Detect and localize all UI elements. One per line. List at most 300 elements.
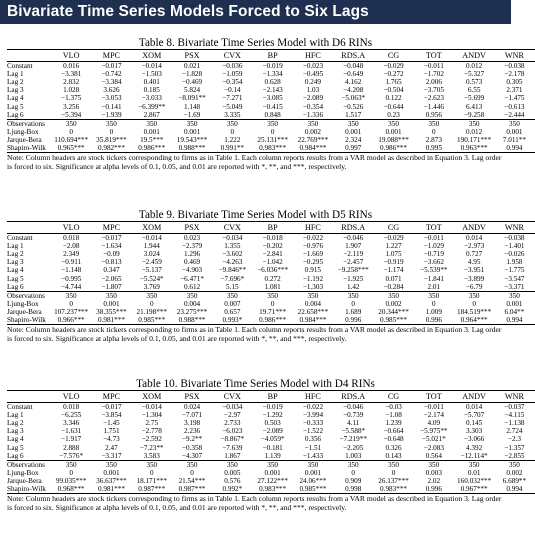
table-cell: 350	[51, 291, 91, 300]
table-row	[7, 283, 535, 292]
column-header: HFC	[293, 391, 333, 403]
table-cell: 0	[69, 127, 73, 136]
table-cell: 350	[293, 460, 333, 469]
table-cell: 0.024	[183, 403, 201, 412]
table-cell: 0	[391, 468, 396, 477]
table-cell: −4.307	[181, 451, 203, 460]
table-cell: 18.171***	[136, 476, 168, 485]
table-cell: −0.504	[383, 86, 404, 95]
table-cell: 350	[91, 291, 131, 300]
table-cell: 1.765	[385, 78, 402, 87]
table-cell: −7.696*	[220, 274, 245, 283]
table-cell: 0.001	[103, 468, 120, 477]
row-label: Lag 1	[7, 70, 24, 79]
table-cell: 0.012	[466, 62, 483, 71]
table-cell: −2.623	[423, 94, 444, 103]
table-cell: 1.867	[224, 451, 241, 460]
column-header: CVX	[212, 222, 252, 234]
table-cell: −4.115	[504, 411, 525, 420]
table-cell: 0.005	[224, 468, 241, 477]
table-cell: 5.824	[183, 86, 201, 95]
table-cell: 19.5***	[140, 135, 164, 144]
table-cell: 0.143	[385, 451, 402, 460]
table-cell: 350	[91, 119, 131, 128]
table-cell: −0.141	[101, 102, 122, 111]
table-cell: −2.089	[262, 427, 283, 436]
table-cell: −3.381	[61, 70, 82, 79]
table-cell: 6.55	[467, 86, 481, 95]
table-cell: −3.371	[504, 282, 525, 291]
column-header: HFC	[293, 50, 333, 62]
table-cell: 20.344***	[378, 307, 409, 316]
table-cell: −2.119	[343, 250, 364, 259]
table-cell: 1.148	[183, 102, 201, 111]
table-cell: 350	[454, 291, 494, 300]
table-cell: −4.744	[61, 282, 82, 291]
table-cell: 0	[149, 468, 154, 477]
column-header: PSX	[172, 50, 212, 62]
table-cell: 0	[270, 127, 275, 136]
table-row	[7, 419, 535, 427]
table-cell: 107.237***	[54, 307, 89, 316]
table-cell: 0.071	[385, 274, 402, 283]
table-cell: 0.249	[304, 78, 322, 87]
table-row	[7, 128, 535, 136]
table-cell: 0.573	[466, 78, 483, 87]
table-cell: 350	[252, 119, 292, 128]
table-cell: 1.296	[183, 250, 201, 259]
table-cell: 350	[494, 119, 534, 128]
header-row	[7, 50, 535, 62]
table-cell: 0	[432, 299, 436, 308]
table-cell: −0.014	[141, 234, 162, 243]
table-cell: 19.543***	[176, 135, 208, 144]
table-cell: −9.2**	[181, 435, 203, 444]
table-cell: −5.975**	[420, 427, 448, 436]
table-cell: 0.983***	[373, 485, 413, 494]
table-cell: −0.354	[302, 102, 324, 111]
row-label: Lag 6	[7, 451, 24, 460]
table-row	[7, 435, 535, 443]
table-cell: 0.981***	[91, 485, 131, 494]
table-row	[7, 300, 535, 308]
table-cell: 350	[51, 119, 91, 128]
table-cell: 0.356	[304, 435, 322, 444]
table-cell: −1.917	[61, 435, 82, 444]
table-cell: −4.73	[103, 435, 120, 444]
table-cell: 0.966***	[51, 316, 91, 325]
column-header: WNR	[494, 391, 534, 403]
table-cell: −0.026	[504, 250, 525, 259]
table-cell: −0.284	[383, 282, 404, 291]
table-cell: 27.122***	[257, 476, 288, 485]
table-cell: 2.867	[143, 110, 160, 119]
table-cell: 0.988***	[172, 316, 212, 325]
table-cell: −1.304	[141, 411, 162, 420]
table-cell: −2.973	[464, 242, 485, 251]
table-cell: 0.965***	[51, 144, 91, 153]
table-cell: −12.114*	[460, 451, 488, 460]
table-row	[7, 274, 535, 282]
table-cell: −5.327	[464, 70, 485, 79]
table-row	[7, 469, 535, 477]
table-row	[7, 62, 535, 71]
table-cell: −2.855	[504, 451, 525, 460]
table-cell: −1.45	[103, 419, 120, 428]
table-cell: 0.985***	[132, 316, 172, 325]
table-cell: 1.222	[224, 135, 241, 144]
table-cell: 1.028	[63, 86, 80, 95]
table-cell: −0.034	[222, 403, 243, 412]
table-cell: −0.919	[383, 258, 404, 267]
table-row	[7, 136, 535, 144]
table-cell: 0.001	[506, 299, 523, 308]
table-cell: −3.705	[423, 86, 444, 95]
table-cell: 0.996	[414, 316, 454, 325]
table-cell: 4.162	[345, 78, 362, 87]
table-cell: −0.029	[383, 62, 404, 71]
table-row	[7, 460, 535, 469]
table-cell: 0.987***	[172, 485, 212, 494]
table-cell: 0.909	[345, 476, 362, 485]
table-cell: −0.014	[141, 403, 162, 412]
column-header: CG	[373, 222, 413, 234]
column-header: TOT	[414, 391, 454, 403]
table-cell: 0.004	[183, 299, 201, 308]
table-cell: 22.769***	[297, 135, 329, 144]
row-label: Lag 4	[7, 94, 24, 103]
table-cell: −0.664	[383, 427, 404, 436]
table-cell: −1.631	[61, 427, 82, 436]
row-label: Lag 6	[7, 110, 24, 119]
table-cell: 2.371	[506, 86, 523, 95]
table-cell: −2.778	[141, 427, 162, 436]
table-cell: 19.088***	[378, 135, 409, 144]
table-cell: 21.54***	[178, 476, 206, 485]
table-cell: −5.699	[464, 94, 485, 103]
table-cell: 0.014	[466, 403, 483, 412]
row-label: Jarque-Bera	[7, 476, 42, 485]
table-cell: 25.131***	[257, 135, 288, 144]
table-cell: 0	[69, 468, 73, 477]
table-cell: 0.326	[385, 443, 402, 452]
table-cell: 2.873	[425, 135, 442, 144]
table-cell: −2.08	[62, 242, 80, 251]
column-header: HFC	[293, 222, 333, 234]
table-cell: −1.828	[181, 70, 203, 79]
table-cell: 38.355***	[96, 307, 127, 316]
row-label: Ljung-Box	[7, 127, 39, 136]
table-cell: −0.742	[101, 70, 122, 79]
table-cell: −2.379	[181, 242, 203, 251]
row-label: Constant	[7, 62, 33, 71]
table-cell: 2.01	[427, 282, 441, 291]
column-header: BP	[252, 222, 292, 234]
table-cell: 0.145	[466, 419, 483, 428]
table-row	[7, 144, 535, 153]
table-title: Table 9. Bivariate Time Series Model with D5 RINs	[138, 209, 373, 221]
table-cell: 7.011**	[502, 135, 526, 144]
table-cell: −2.459	[141, 258, 162, 267]
table-cell: 0.915	[304, 266, 322, 275]
table-cell: 2.75	[145, 419, 159, 428]
table-cell: 0.003	[425, 468, 442, 477]
table-cell: −1.375	[61, 94, 82, 103]
table-cell: 0.985***	[373, 316, 413, 325]
row-label: Jarque-Bera	[7, 135, 42, 144]
table-cell: 0.994	[494, 316, 534, 325]
table-cell: 350	[172, 460, 212, 469]
table-cell: 350	[293, 119, 333, 128]
table-cell: 0.001	[345, 127, 362, 136]
table-title: Table 10. Bivariate Time Series Model with D4 RINs	[136, 378, 375, 390]
table-note: Note: Column headers are stock tickers corresponding to firms as in Table 1. Each column reports results from a VAR model as described in Equation 3. Lag order is forced to six. Significance at alpha levels of 0.1, 0.05, and 0.01 are reported with *, **, and ***, respectively.	[7, 325, 502, 344]
column-header: XOM	[132, 222, 172, 234]
row-label: Shapiro-Wilk	[7, 485, 51, 494]
table-cell: 4.11	[347, 419, 360, 428]
table-cell: 0.23	[387, 110, 400, 119]
table-cell: 0.963***	[454, 144, 494, 153]
table-cell: 350	[414, 291, 454, 300]
table-cell: 1.958	[506, 258, 523, 267]
table-cell: −1.433	[302, 451, 324, 460]
table-cell: −3.854	[101, 411, 122, 420]
table-cell: −1.69	[183, 110, 201, 119]
table-cell: 23.275***	[176, 307, 208, 316]
table-cell: 3.346	[63, 419, 80, 428]
table-cell: 0	[432, 127, 436, 136]
results-table	[7, 221, 535, 325]
table-row	[7, 427, 535, 435]
table-cell: 0.347	[103, 266, 120, 275]
table-cell: −1.042	[262, 258, 283, 267]
table-cell: 0.996	[333, 316, 373, 325]
table-cell: −0.029	[383, 234, 404, 243]
table-cell: −2.083	[423, 443, 444, 452]
table-cell: −1.51	[304, 443, 322, 452]
column-header: MPC	[91, 222, 131, 234]
table-cell: −2.143	[262, 86, 283, 95]
table-cell: 350	[494, 291, 534, 300]
table-cell: 350	[132, 291, 172, 300]
table-row	[7, 477, 535, 485]
table-cell: −3.066	[464, 435, 485, 444]
table-cell: 3.335	[224, 110, 241, 119]
table-cell: 3.024	[143, 250, 160, 259]
table-cell: 350	[212, 460, 252, 469]
table-cell: 0.001	[143, 127, 160, 136]
table-cell: 0.021	[183, 62, 201, 71]
table-cell: −4.208	[343, 86, 364, 95]
table-cell: −0.526	[343, 102, 364, 111]
table-cell: 350	[333, 119, 373, 128]
table-cell: 2.724	[506, 427, 523, 436]
table-cell: −0.038	[504, 62, 525, 71]
table-row	[7, 102, 535, 110]
table-cell: 0.998	[333, 485, 373, 494]
row-label: Lag 4	[7, 435, 24, 444]
table-cell: 0.986***	[132, 144, 172, 153]
table-row	[7, 291, 535, 300]
table-cell: 0.985***	[293, 485, 333, 494]
table-cell: 0.987***	[132, 485, 172, 494]
table-cell: 350	[454, 460, 494, 469]
table-row	[7, 411, 535, 419]
table-cell: −0.813	[101, 258, 122, 267]
table-cell: −3.662	[423, 258, 444, 267]
row-label: Jarque-Bera	[7, 307, 42, 316]
row-label: Lag 4	[7, 266, 24, 275]
page-title: Bivariate Time Series Models Forced to Six Lags	[7, 3, 369, 20]
table-cell: 0.994	[494, 485, 534, 494]
table-cell: −1.192	[302, 274, 324, 283]
table-cell: 1.239	[385, 419, 402, 428]
table-cell: −4.059*	[260, 435, 285, 444]
column-header: MPC	[91, 391, 131, 403]
row-label: Lag 1	[7, 242, 24, 251]
table-cell: −9.846**	[218, 266, 247, 275]
table-cell: 0.995	[414, 144, 454, 153]
row-label: Lag 5	[7, 102, 24, 111]
table-cell: 0.848	[264, 110, 281, 119]
table-cell: −0.011	[423, 403, 444, 412]
table-cell: −3.547	[504, 274, 525, 283]
table-cell: −0.011	[423, 62, 444, 71]
table-cell: −1.292	[262, 411, 283, 420]
table-cell: 3.626	[103, 86, 120, 95]
table-cell: 0.564	[425, 451, 442, 460]
table-cell: 1.081	[264, 282, 281, 291]
table-cell: 3.256	[63, 102, 80, 111]
column-header: CVX	[212, 50, 252, 62]
table-cell: 0.401	[143, 78, 160, 87]
table-cell: 1.227	[385, 242, 402, 251]
table-cell: 0.004	[304, 299, 322, 308]
table-cell: 0.988***	[172, 144, 212, 153]
table-cell: 350	[132, 460, 172, 469]
table-cell: −7.23**	[139, 443, 164, 452]
table-cell: 4.392	[466, 443, 483, 452]
table-cell: 2.006	[425, 78, 442, 87]
table-cell: 2.236	[183, 427, 201, 436]
table-cell: 0.981***	[91, 316, 131, 325]
row-label: Lag 6	[7, 282, 24, 291]
table-cell: −1.807	[101, 282, 122, 291]
row-label: Lag 3	[7, 86, 24, 95]
table-cell: 0.018	[63, 403, 80, 412]
table-cell: −1.925	[343, 274, 364, 283]
column-header: MPC	[91, 50, 131, 62]
table-row	[7, 78, 535, 86]
table-cell: −0.036	[222, 62, 243, 71]
table-cell: 0.01	[467, 468, 481, 477]
table-cell: −1.174	[383, 266, 404, 275]
table-cell: 0.657	[224, 307, 241, 316]
table-cell: −5.063*	[341, 94, 366, 103]
table-cell: −0.014	[141, 62, 162, 71]
table-cell: 0	[149, 299, 154, 308]
table-cell: −0.202	[262, 242, 283, 251]
table-cell: 0.983***	[252, 485, 292, 494]
table-cell: 0.001	[183, 127, 201, 136]
table-row	[7, 70, 535, 78]
table-cell: 0.007	[224, 299, 241, 308]
table-cell: −1.446	[423, 102, 444, 111]
table-cell: 6.04**	[504, 307, 525, 316]
table-cell: −3.085	[262, 94, 283, 103]
table-cell: −5.588*	[341, 427, 366, 436]
row-label: Observations	[7, 291, 51, 300]
table-cell: −0.644	[383, 102, 404, 111]
column-header: XOM	[132, 50, 172, 62]
table-cell: 0	[351, 299, 356, 308]
table-cell: −0.995	[61, 274, 82, 283]
row-label: Lag 3	[7, 258, 24, 267]
table-cell: 0.001	[385, 127, 402, 136]
table-cell: 350	[293, 291, 333, 300]
table-cell: 1.355	[224, 242, 241, 251]
table-cell: −3.033	[141, 94, 162, 103]
column-header: VLO	[51, 391, 91, 403]
table-row	[7, 258, 535, 266]
row-label: Constant	[7, 234, 33, 243]
table-cell: −0.976	[302, 242, 324, 251]
table-cell: 0.982***	[91, 144, 131, 153]
row-label: Lag 2	[7, 250, 24, 259]
column-header: CG	[373, 391, 413, 403]
table-cell: 0.964***	[454, 316, 494, 325]
table-cell: 3.198	[183, 419, 201, 428]
table-cell: 2.733	[224, 419, 241, 428]
table-cell: −8.091**	[178, 94, 206, 103]
table-row	[7, 250, 535, 258]
table-cell: 0	[472, 299, 476, 308]
table-row	[7, 111, 535, 120]
column-header	[7, 50, 51, 62]
table-note: Note: Column headers are stock tickers corresponding to firms as in Table 1. Each column reports results from a VAR model as described in Equation 3. Lag order is forced to six. Significance at alpha levels of 0.1, 0.05, and 0.01 are reported with *, **, and ***, respectively.	[7, 494, 502, 513]
table-cell: 0.997	[333, 144, 373, 153]
table-row	[7, 234, 535, 243]
row-label: Ljung-Box	[7, 299, 39, 308]
table-cell: 0	[351, 468, 356, 477]
table-cell: −0.034	[222, 234, 243, 243]
table-cell: −0.295	[302, 258, 324, 267]
table-cell: 1.009	[425, 307, 442, 316]
table-cell: 0.991**	[212, 144, 252, 153]
table-cell: 5.15	[226, 282, 239, 291]
table-cell: 160.032***	[457, 476, 492, 485]
table-cell: 26.137***	[378, 476, 409, 485]
table-cell: −2.444	[504, 110, 525, 119]
table-cell: −2.065	[101, 274, 122, 283]
table-cell: 350	[172, 119, 212, 128]
table-cell: 2.888	[63, 443, 80, 452]
table-cell: −7.639	[222, 443, 243, 452]
table-cell: 350	[91, 460, 131, 469]
table-cell: 0.001	[103, 299, 120, 308]
table-cell: −0.046	[343, 234, 364, 243]
row-label: Lag 2	[7, 78, 24, 87]
table-cell: 0.984***	[293, 316, 333, 325]
table-cell: 21.198***	[136, 307, 168, 316]
table-cell: −1.503	[141, 70, 162, 79]
table-cell: 0.992*	[212, 485, 252, 494]
table-cell: −9.258	[464, 110, 485, 119]
table-cell: −0.038	[504, 234, 525, 243]
table-cell: −8.867*	[220, 435, 245, 444]
table-cell: −0.648	[383, 435, 404, 444]
table-cell: 350	[333, 460, 373, 469]
